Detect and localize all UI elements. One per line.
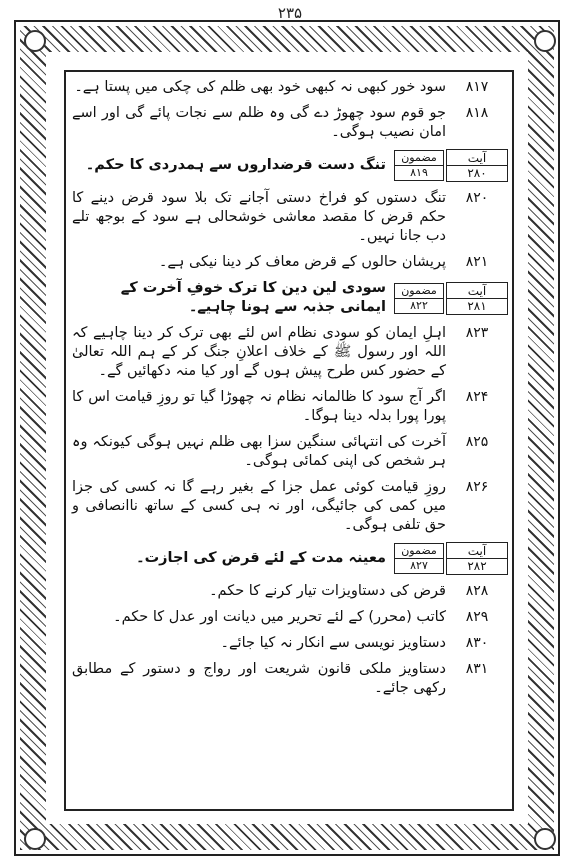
mazmoon-label: مضمون xyxy=(401,544,437,557)
entry-number: ۸۲۰ xyxy=(465,190,489,206)
entry-number: ۸۳۰ xyxy=(465,635,489,651)
entry-text: دستاویز ملکی قانون شریعت اور رواج و دستور کے مطابق رکھی جائے۔ xyxy=(72,661,446,696)
corner-ornament-icon xyxy=(534,828,556,850)
list-item xyxy=(72,608,508,627)
page-content xyxy=(72,78,508,806)
entry-text: دستاویز نویسی سے انکار نہ کیا جائے۔ xyxy=(220,635,446,651)
ayat-number: ۲۸۱ xyxy=(447,298,507,313)
mazmoon-box xyxy=(394,543,444,574)
entry-text: قرض کی دستاویزات تیار کرنے کا حکم۔ xyxy=(209,583,446,599)
entry-number: ۸۲۵ xyxy=(465,434,489,450)
mazmoon-box xyxy=(394,283,444,314)
mazmoon-number: ۸۱۹ xyxy=(395,165,443,180)
list-item xyxy=(72,634,508,653)
ayat-number: ۲۸۲ xyxy=(447,558,507,573)
list-item xyxy=(72,433,508,471)
corner-ornament-icon xyxy=(24,30,46,52)
mazmoon-box xyxy=(394,150,444,181)
heading-text: سودی لین دین کا ترک خوفِ آخرت کے ایمانی جذبہ سے ہونا چاہیے۔ xyxy=(120,280,386,315)
entry-text: اگر آج سود کا ظالمانہ نظام نہ چھوڑا گیا تو روزِ قیامت اس کا پورا پورا بدلہ دینا ہوگا۔ xyxy=(72,389,446,424)
section-heading xyxy=(72,542,508,575)
section-heading xyxy=(72,279,508,317)
list-item xyxy=(72,478,508,535)
entry-text: جو قوم سود چھوڑ دے گی وہ ظلم سے نجات پائے گی اور اسے امان نصیب ہوگی۔ xyxy=(72,105,446,140)
entry-text: کاتب (محرر) کے لئے تحریر میں دیانت اور عدل کا حکم۔ xyxy=(113,609,446,625)
heading-text: معینہ مدت کے لئے قرض کی اجازت۔ xyxy=(136,550,386,566)
corner-ornament-icon xyxy=(24,828,46,850)
mazmoon-label: مضمون xyxy=(401,151,437,164)
list-item xyxy=(72,189,508,246)
list-item xyxy=(72,78,508,97)
mazmoon-number: ۸۲۷ xyxy=(395,558,443,573)
entry-number: ۸۲۸ xyxy=(465,583,489,599)
entry-number: ۸۲۴ xyxy=(465,389,489,405)
entry-text: سود خور کبھی نہ کبھی خود بھی ظلم کی چکی میں پستا ہے۔ xyxy=(74,79,446,95)
page-number: ۲۳۵ xyxy=(277,4,303,22)
entry-number: ۸۱۸ xyxy=(465,105,489,121)
ayat-number: ۲۸۰ xyxy=(447,165,507,180)
ayat-box xyxy=(446,282,508,315)
section-heading xyxy=(72,149,508,182)
entry-number: ۸۲۳ xyxy=(465,325,489,341)
entry-text: روزِ قیامت کوئی عمل جزا کے بغیر رہے گا نہ کسی کی جزا میں کمی کی جائیگی، اور نہ ہی کسی کے ساتھ ناانصافی و حق تلفی ہوگی۔ xyxy=(72,479,446,533)
list-item xyxy=(72,582,508,601)
entry-text: آخرت کی انتہائی سنگین سزا بھی ظلم نہیں ہوگی کیونکہ وہ ہر شخص کی اپنی کمائی ہوگی۔ xyxy=(72,434,446,469)
entry-text: تنگ دستوں کو فراخ دستی آجانے تک بلا سود قرض دینے کا حکم قرض کا مقصد معاشی خوشحالی ہے سود کے بوجھ تلے دب جانا نہیں۔ xyxy=(72,190,446,244)
list-item xyxy=(72,388,508,426)
list-item xyxy=(72,324,508,381)
ayat-label: آیت xyxy=(467,283,487,298)
entry-number: ۸۲۹ xyxy=(465,609,489,625)
ayat-box xyxy=(446,149,508,182)
entry-number: ۸۲۶ xyxy=(465,479,489,495)
mazmoon-number: ۸۲۲ xyxy=(395,298,443,313)
ayat-label: آیت xyxy=(467,544,487,558)
list-item xyxy=(72,660,508,698)
heading-text: تنگ دست قرضداروں سے ہمدردی کا حکم۔ xyxy=(85,157,386,173)
entry-text: پریشان حالوں کے قرض معاف کر دینا نیکی ہے۔ xyxy=(158,254,446,270)
entry-number: ۸۲۱ xyxy=(465,254,489,270)
entry-text: اہلِ ایمان کو سودی نظام اس لئے بھی ترک کر دینا چاہیے کہ اللہ اور رسول ﷺ کے خلاف اعلانِ جنگ کر کے ہم اللہ تعالیٰ کے حضور کس طرح پیش ہوں گے اور کیا منہ دکھائیں گے۔ xyxy=(72,325,446,379)
ayat-box xyxy=(446,542,508,575)
list-item xyxy=(72,104,508,142)
entry-number: ۸۱۷ xyxy=(465,79,489,95)
mazmoon-label: مضمون xyxy=(401,283,437,297)
ayat-label: آیت xyxy=(467,151,487,165)
list-item xyxy=(72,253,508,272)
corner-ornament-icon xyxy=(534,30,556,52)
entry-number: ۸۳۱ xyxy=(465,661,489,677)
